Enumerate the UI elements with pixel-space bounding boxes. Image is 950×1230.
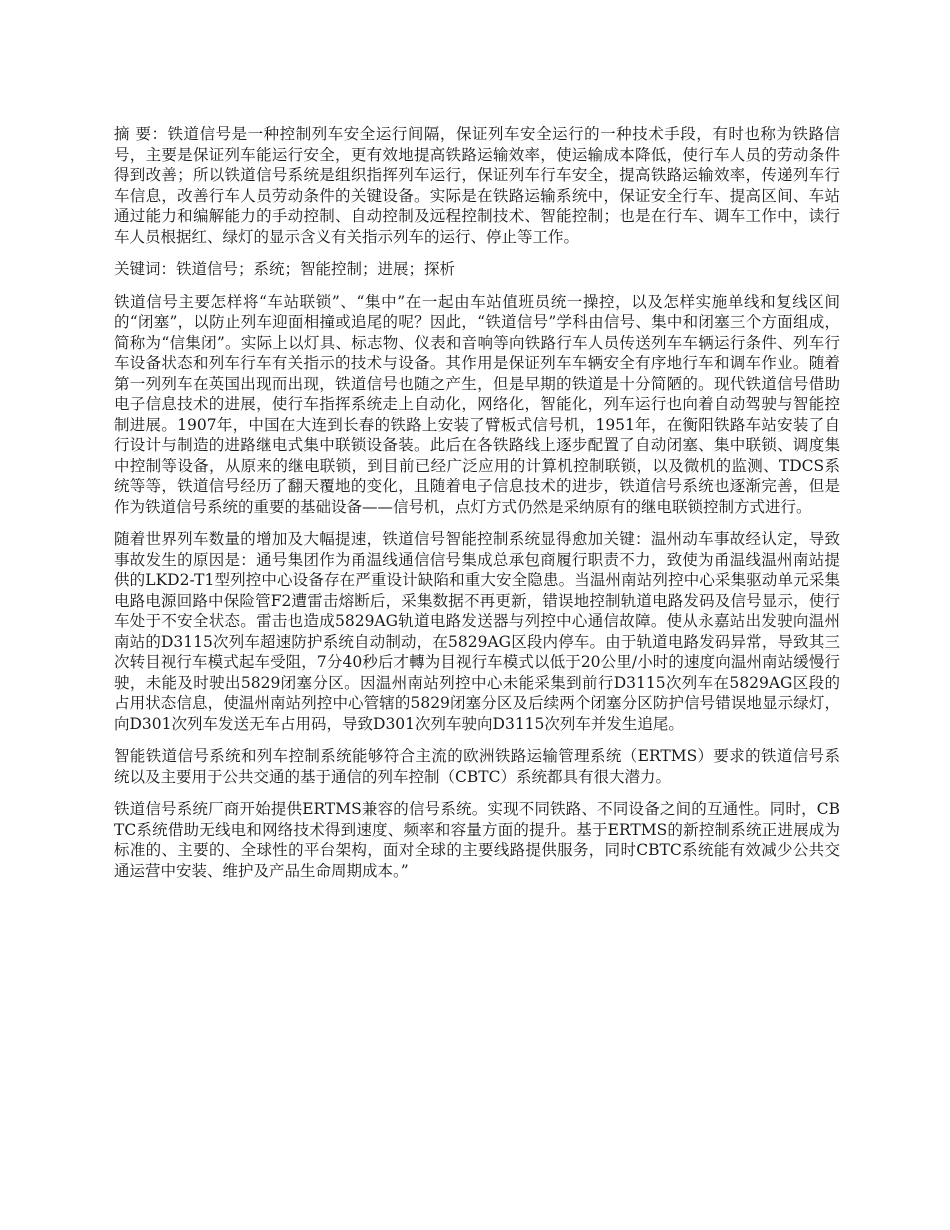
abstract-paragraph: 摘 要：铁道信号是一种控制列车安全运行间隔，保证列车安全运行的一种技术手段，有时也称为铁路信号，主要是保证列车能运行安全，更有效地提高铁路运输效率，使运输成本降低，使行车人员的劳动条件得到改善；所以铁道信号系统是组织指挥列车运行，保证列车行车安全，提高铁路运输效率，传递列车行车信息，改善行车人员劳动条件的关键设备。实际是在铁路运输系统中，保证安全行车、提高区间、车站通过能力和编解能力的手动控制、自动控制及远程控制技术、智能控制；也是在行车、调车工作中，读行车人员根据红、绿灯的显示含义有关指示列车的运行、停止等工作。 xyxy=(114,125,840,246)
body-paragraph-3: 智能铁道信号系统和列车控制系统能够符合主流的欧洲铁路运输管理系统（ERTMS）要求的铁道信号系统以及主要用于公共交通的基于通信的列车控制（CBTC）系统都具有很大潜力。 xyxy=(114,747,840,786)
body-paragraph-2: 随着世界列车数量的增加及大幅提速，铁道信号智能控制系统显得愈加关键：温州动车事故经认定，导致事故发生的原因是：通号集团作为甬温线通信信号集成总承包商履行职责不力，致使为甬温线温州南站提供的LKD2-T1型列控中心设备存在严重设计缺陷和重大安全隐患。当温州南站列控中心采集驱动单元采集电路电源回路中保险管F2遭雷击熔断后，采集数据不再更新，错误地控制轨道电路发码及信号显示，使行车处于不安全状态。雷击也造成5829AG轨道电路发送器与列控中心通信故障。使从永嘉站出发驶向温州南站的D3115次列车超速防护系统自动制动，在5829AG区段内停车。由于轨道电路发码异常，导致其三次转目视行车模式起车受阻，7分40秒后才轉为目视行车模式以低于20公里/小时的速度向温州南站缓慢行驶，未能及时驶出5829闭塞分区。因温州南站列控中心未能采集到前行D3115次列车在5829AG区段的占用状态信息，使温州南站列控中心管辖的5829闭塞分区及后续两个闭塞分区防护信号错误地显示绿灯，向D301次列车发送无车占用码，导致D301次列车驶向D3115次列车并发生追尾。 xyxy=(114,530,840,733)
body-paragraph-4: 铁道信号系统厂商开始提供ERTMS兼容的信号系统。实现不同铁路、不同设备之间的互通性。同时，CBTC系统借助无线电和网络技术得到速度、频率和容量方面的提升。基于ERTMS的新控制系统正进展成为标准的、主要的、全球性的平台架构，面对全球的主要线路提供服务，同时CBTC系统能有效减少公共交通运营中安装、维护及产品生命周期成本。” xyxy=(114,800,840,880)
keywords-paragraph: 关键词：铁道信号；系统；智能控制；进展；探析 xyxy=(114,260,456,278)
document-body xyxy=(114,124,840,893)
body-paragraph-1: 铁道信号主要怎样将“车站联锁”、“集中”在一起由车站值班员统一操控，以及怎样实施单线和复线区间的“闭塞”，以防止列车迎面相撞或追尾的呢？因此，“铁道信号”学科由信号、集中和闭塞三个方面组成，简称为“信集闭”。实际上以灯具、标志物、仪表和音响等向铁路行车人员传送列车车辆运行条件、列车行车设备状态和列车行车有关指示的技术与设备。其作用是保证列车车辆安全有序地行车和调车作业。随着第一列列车在英国出现而出现，铁道信号也随之产生，但是早期的铁道是十分简陋的。现代铁道信号借助电子信息技术的进展，使行车指挥系统走上自动化，网络化，智能化，列车运行也向着自动驾驶与智能控制进展。1907年，中国在大连到长春的铁路上安装了臂板式信号机，1951年，在衡阳铁路车站安装了自行设计与制造的进路继电式集中联锁设备装。此后在各铁路线上逐步配置了自动闭塞、集中联锁、调度集中控制等设备，从原来的继电联锁，到目前已经广泛应用的计算机控制联锁，以及微机的监测、TDCS系统等等，铁道信号经历了翻天覆地的变化，且随着电子信息技术的进步，铁道信号系统也逐渐完善，但是作为铁道信号系统的重要的基础设备——信号机，点灯方式仍然是采纳原有的继电联锁控制方式进行。 xyxy=(114,292,840,516)
